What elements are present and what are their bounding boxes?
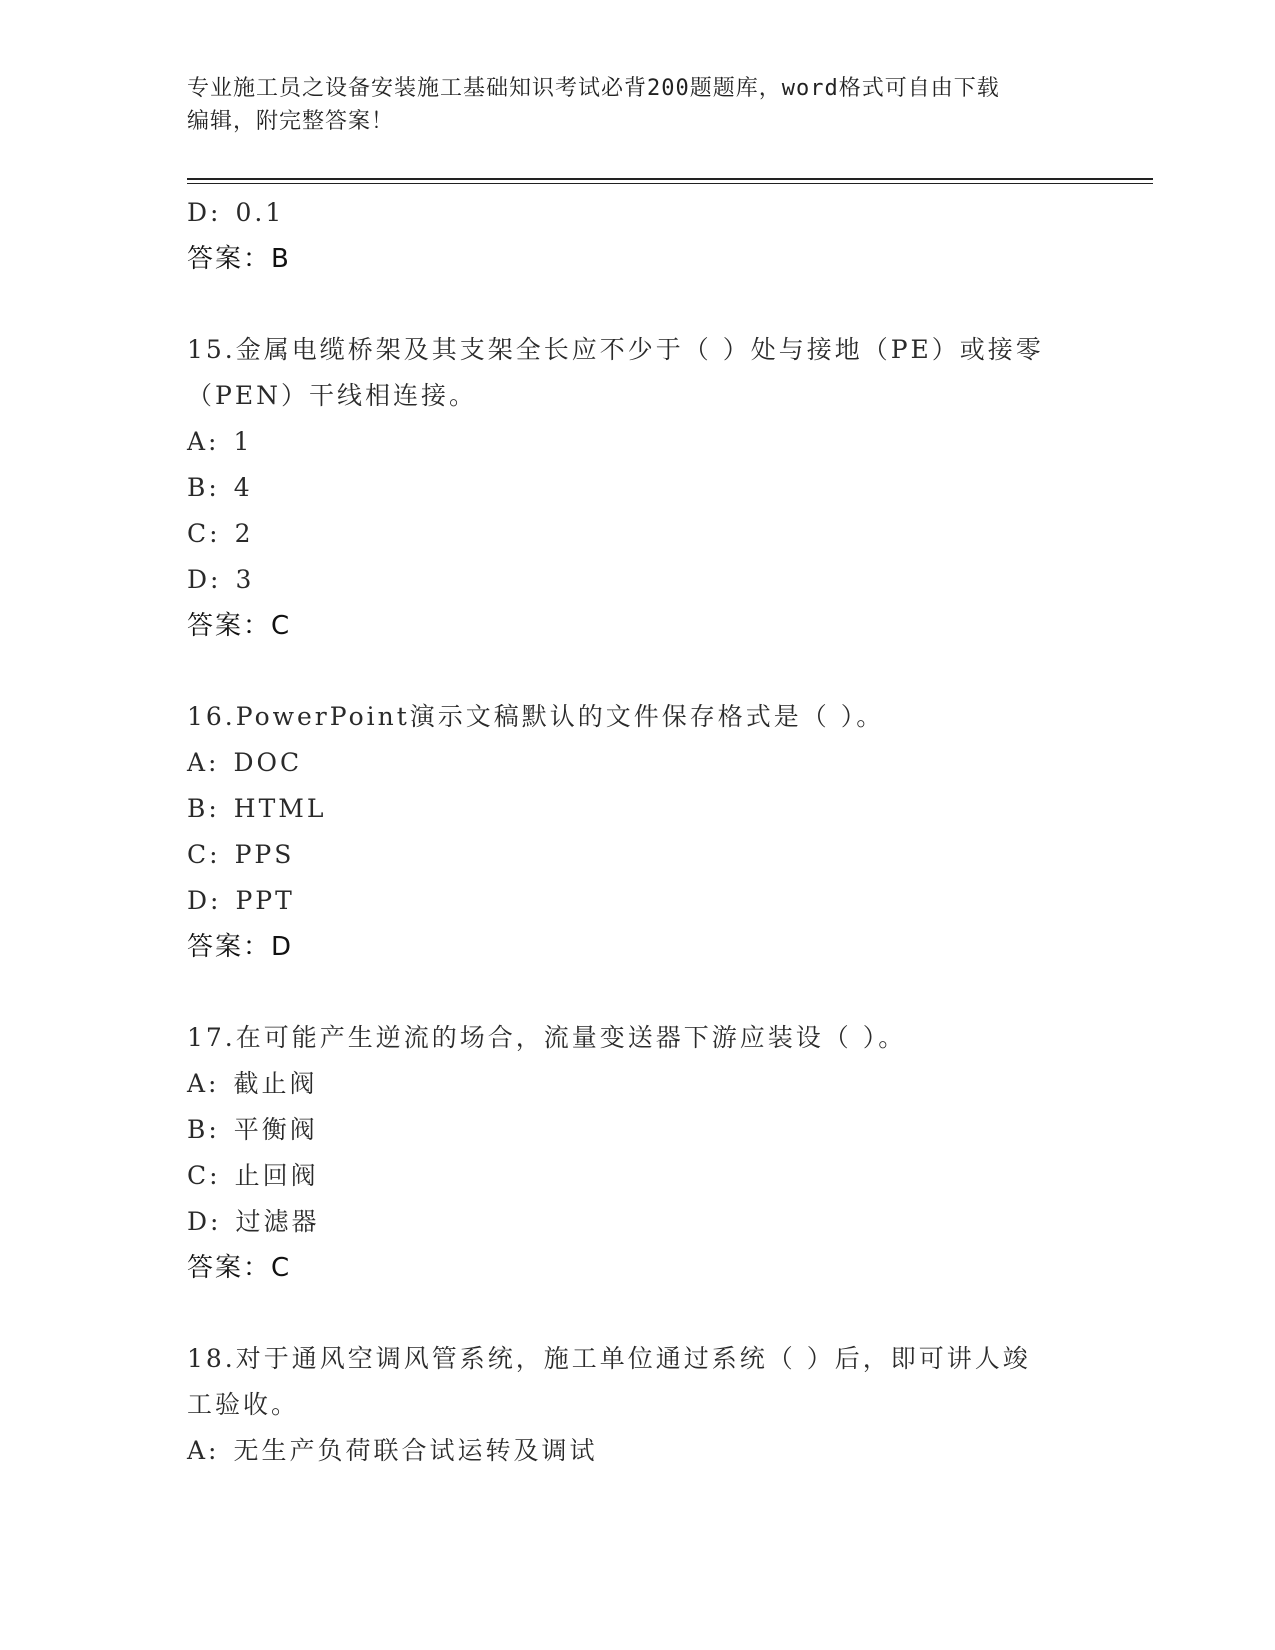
option-a: A: 截止阀 xyxy=(187,1069,318,1098)
header-divider-thick xyxy=(187,178,1153,180)
question-17 xyxy=(187,1015,1067,1291)
header-line-1: 专业施工员之设备安装施工基础知识考试必背200题题库，word格式可自由下载 xyxy=(187,76,1000,101)
answer-line: 答案：D xyxy=(187,932,294,962)
option-a: A: 无生产负荷联合试运转及调试 xyxy=(187,1436,598,1465)
question-stem-line-1: 16.PowerPoint演示文稿默认的文件保存格式是（ ）。 xyxy=(187,702,885,731)
option-b: B: HTML xyxy=(187,794,327,823)
option-d: D: 3 xyxy=(187,565,255,594)
option-b: B: 4 xyxy=(187,473,253,502)
header-divider-thin xyxy=(187,183,1153,184)
question-stem-line-1: 18.对于通风空调风管系统，施工单位通过系统（ ）后，即可讲人竣 xyxy=(187,1344,1031,1373)
question-18 xyxy=(187,1336,1067,1474)
question-content xyxy=(187,190,1067,1474)
option-c: C: 止回阀 xyxy=(187,1161,319,1190)
option-d: D: 过滤器 xyxy=(187,1207,320,1236)
option-d: D: 0.1 xyxy=(187,198,285,227)
question-stem-line-2: （PEN）干线相连接。 xyxy=(187,381,477,410)
answer-line: 答案：C xyxy=(187,611,292,641)
question-15 xyxy=(187,327,1067,649)
option-d: D: PPT xyxy=(187,886,295,915)
option-a: A: DOC xyxy=(187,748,303,777)
answer-line: 答案：C xyxy=(187,1253,292,1283)
option-c: C: PPS xyxy=(187,840,295,869)
question-stem-line-1: 15.金属电缆桥架及其支架全长应不少于（ ）处与接地（PE）或接零 xyxy=(187,335,1044,364)
option-a: A: 1 xyxy=(187,427,253,456)
option-c: C: 2 xyxy=(187,519,254,548)
option-b: B: 平衡阀 xyxy=(187,1115,318,1144)
document-header xyxy=(187,72,1087,138)
question-16 xyxy=(187,694,1067,970)
header-line-2: 编辑，附完整答案！ xyxy=(187,109,395,134)
question-stem-line-2: 工验收。 xyxy=(187,1390,300,1419)
answer-line: 答案：B xyxy=(187,244,291,274)
question-stem-line-1: 17.在可能产生逆流的场合，流量变送器下游应装设（ ）。 xyxy=(187,1023,907,1052)
